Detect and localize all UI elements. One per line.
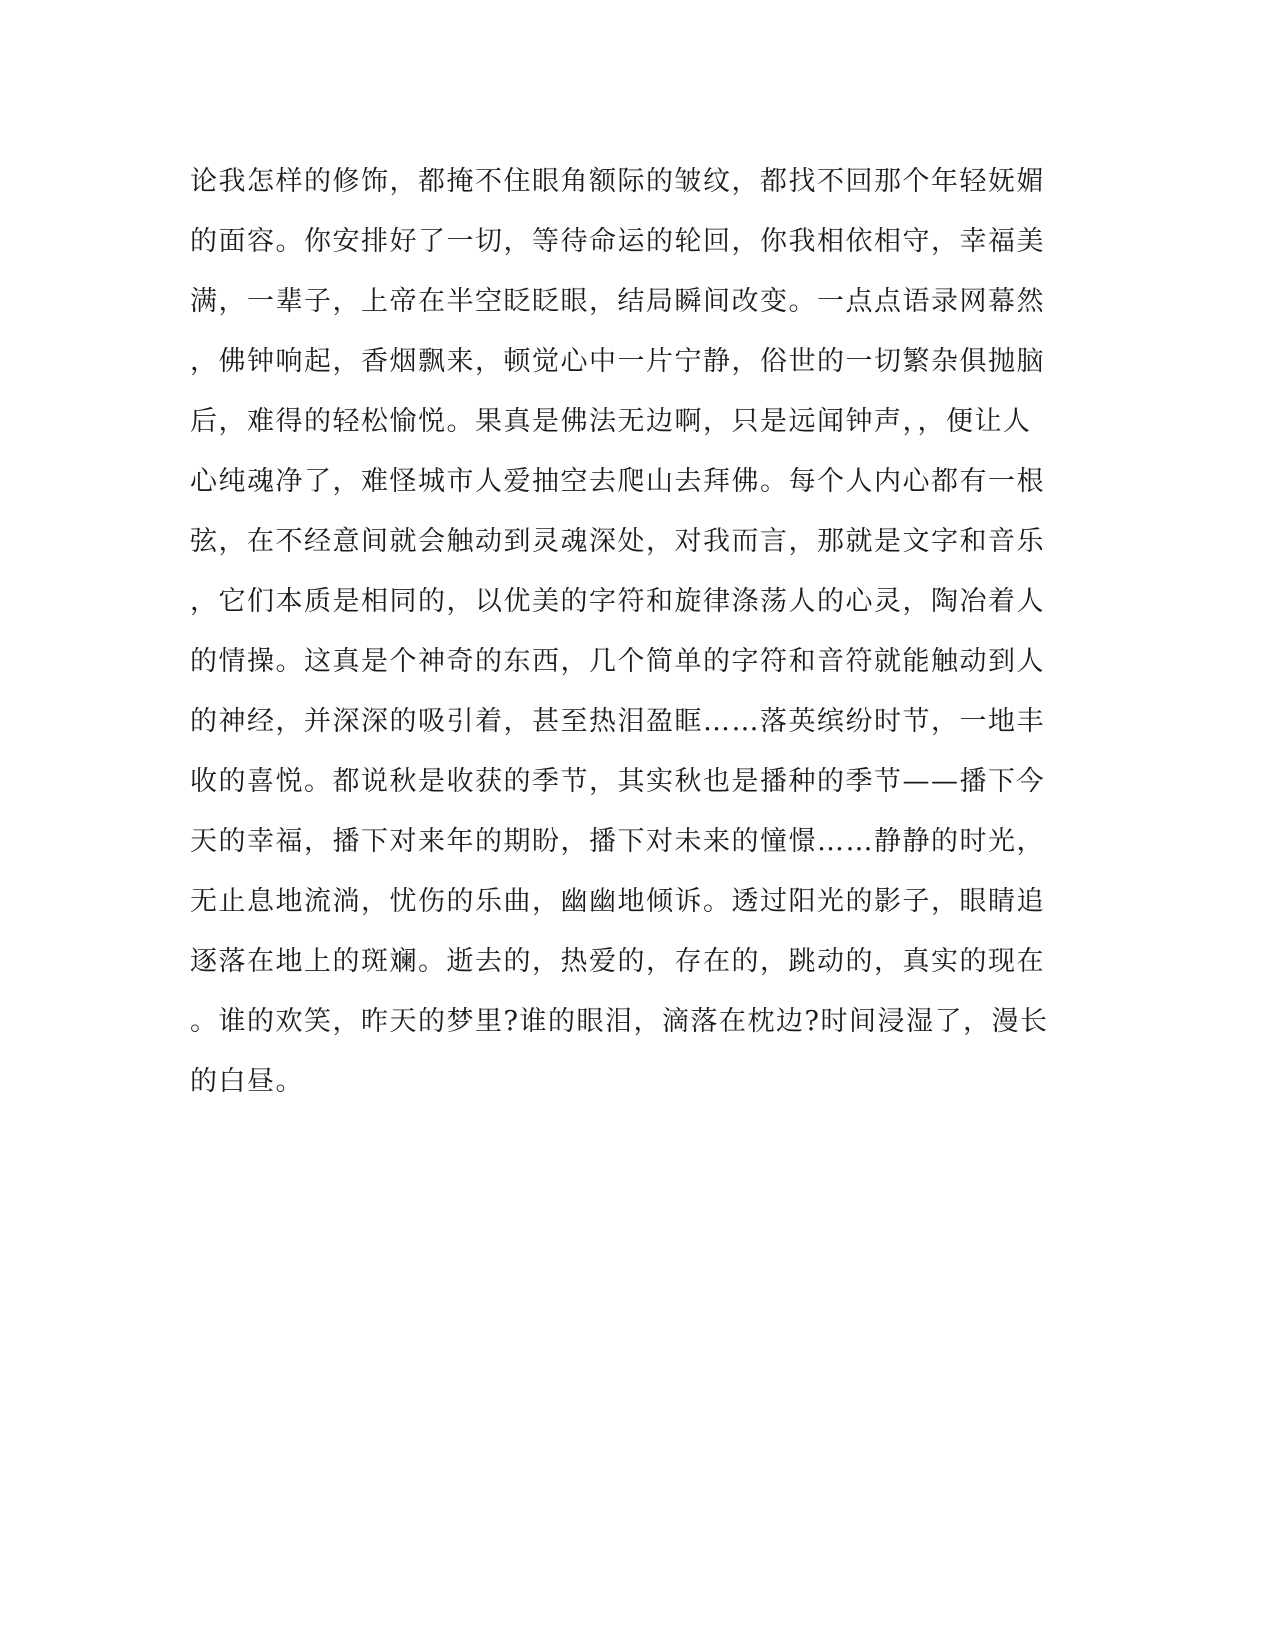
text-line-1: 论我怎样的修饰，都掩不住眼角额际的皱纹，都找不回那个年轻妩媚 — [190, 166, 1045, 197]
text-line-9: 的情操。这真是个神奇的东西，几个简单的字符和音符就能触动到人 — [190, 646, 1045, 677]
text-line-12: 天的幸福，播下对来年的期盼，播下对未来的憧憬……静静的时光， — [190, 826, 1045, 857]
text-line-2: 的面容。你安排好了一切，等待命运的轮回，你我相依相守，幸福美 — [190, 226, 1045, 257]
text-line-13: 无止息地流淌，忧伤的乐曲，幽幽地倾诉。透过阳光的影子，眼睛追 — [190, 886, 1045, 917]
text-line-4: ，佛钟响起，香烟飘来，顿觉心中一片宁静，俗世的一切繁杂俱抛脑 — [190, 346, 1045, 377]
body-text — [190, 152, 1070, 1112]
text-line-16: 的白昼。 — [190, 1066, 304, 1097]
text-line-15: 。谁的欢笑，昨天的梦里?谁的眼泪，滴落在枕边?时间浸湿了，漫长 — [190, 1006, 1049, 1037]
text-line-11: 收的喜悦。都说秋是收获的季节，其实秋也是播种的季节——播下今 — [190, 766, 1045, 797]
text-line-10: 的神经，并深深的吸引着，甚至热泪盈眶……落英缤纷时节，一地丰 — [190, 706, 1045, 737]
text-line-5: 后，难得的轻松愉悦。果真是佛法无边啊，只是远闻钟声，，便让人 — [190, 406, 1032, 437]
text-line-7: 弦，在不经意间就会触动到灵魂深处，对我而言，那就是文字和音乐 — [190, 526, 1045, 557]
text-line-8: ，它们本质是相同的，以优美的字符和旋律涤荡人的心灵，陶冶着人 — [190, 586, 1045, 617]
text-line-3: 满，一辈子，上帝在半空眨眨眼，结局瞬间改变。一点点语录网幕然 — [190, 286, 1045, 317]
text-line-14: 逐落在地上的斑斓。逝去的，热爱的，存在的，跳动的，真实的现在 — [190, 946, 1045, 977]
text-line-6: 心纯魂净了，难怪城市人爱抽空去爬山去拜佛。每个人内心都有一根 — [190, 466, 1045, 497]
